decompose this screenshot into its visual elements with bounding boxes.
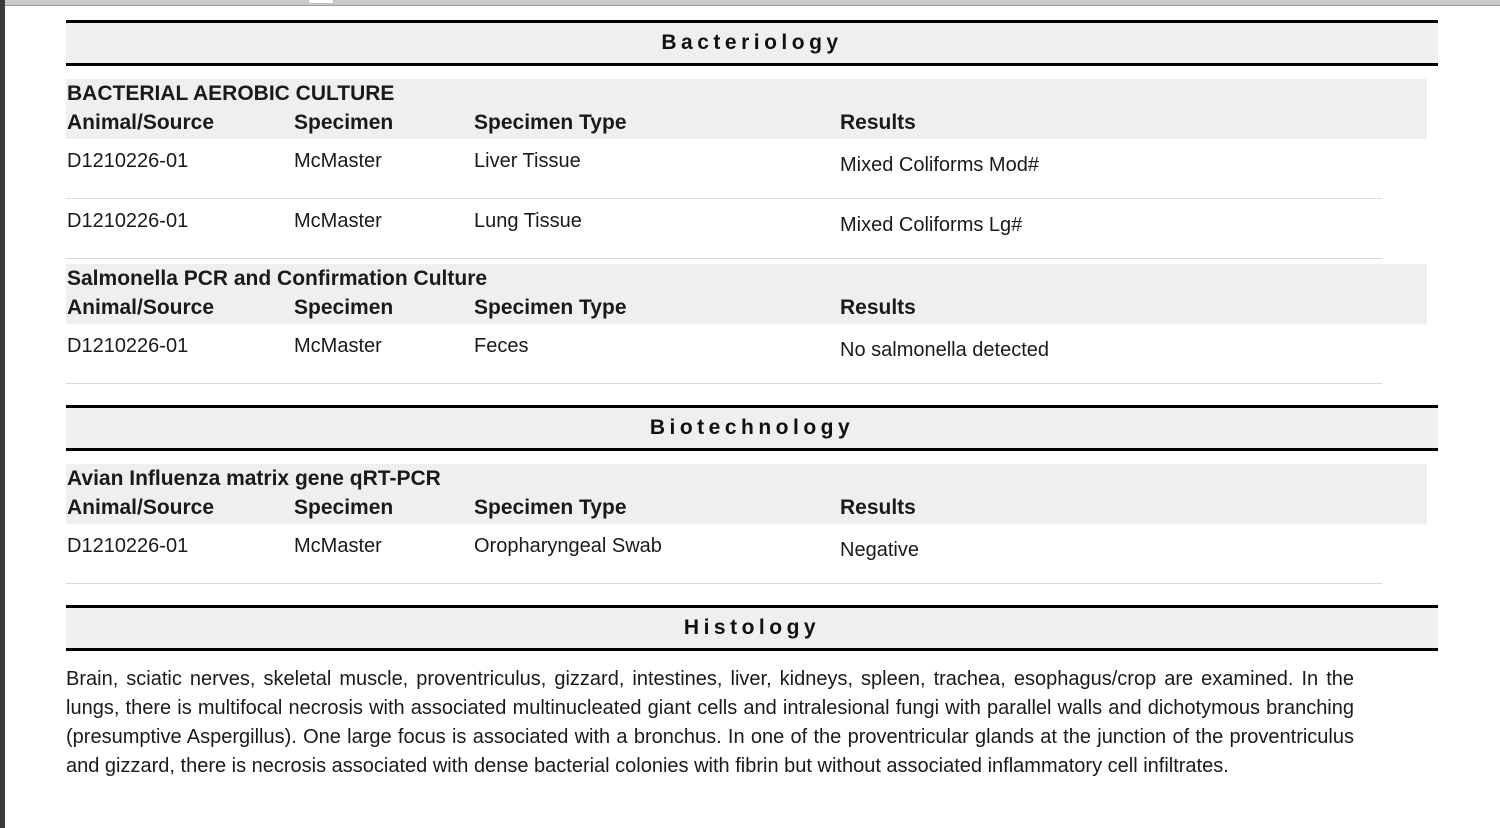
column-header-results: Results — [840, 111, 916, 134]
cell-specimen: McMaster — [294, 335, 382, 357]
cell-specimen-type: Oropharyngeal Swab — [474, 535, 662, 557]
test-block-avian-influenza — [66, 464, 1438, 584]
table-row — [66, 324, 1382, 384]
section-header-biotechnology: Biotechnology — [66, 405, 1438, 451]
cell-animal-source: D1210226-01 — [67, 335, 189, 357]
cell-result: Mixed Coliforms Lg# — [840, 214, 1023, 236]
viewer-top-edge — [0, 0, 1500, 6]
cell-specimen: McMaster — [294, 150, 382, 172]
table-row — [66, 524, 1382, 584]
table-row — [66, 199, 1382, 259]
cell-animal-source: D1210226-01 — [67, 150, 189, 172]
column-header-specimen: Specimen — [294, 496, 394, 519]
cell-result: No salmonella detected — [840, 339, 1050, 361]
test-block-aerobic-culture — [66, 79, 1438, 259]
cell-result: Mixed Coliforms Mod# — [840, 154, 1039, 176]
cell-animal-source: D1210226-01 — [67, 210, 189, 232]
cell-animal-source: D1210226-01 — [67, 535, 189, 557]
report-page — [66, 20, 1438, 781]
column-header-results: Results — [840, 496, 916, 519]
section-header-histology: Histology — [66, 605, 1438, 651]
test-header — [66, 264, 1427, 324]
column-header-specimen-type: Specimen Type — [474, 296, 627, 319]
test-header — [66, 464, 1427, 524]
cell-result: Negative — [840, 539, 919, 561]
test-title: BACTERIAL AEROBIC CULTURE — [67, 82, 395, 105]
column-header-specimen: Specimen — [294, 111, 394, 134]
test-block-salmonella — [66, 264, 1438, 384]
column-header-animal-source: Animal/Source — [67, 111, 215, 134]
cell-specimen: McMaster — [294, 210, 382, 232]
viewer-top-tab — [308, 0, 334, 4]
test-title: Avian Influenza matrix gene qRT-PCR — [67, 467, 441, 490]
test-header — [66, 79, 1427, 139]
cell-specimen-type: Feces — [474, 335, 529, 357]
cell-specimen-type: Liver Tissue — [474, 150, 581, 172]
test-title: Salmonella PCR and Confirmation Culture — [67, 267, 488, 290]
histology-narrative: Brain, sciatic nerves, skeletal muscle, proventriculus, gizzard, intestines, liver, kidneys, spleen, trachea, esophagus/crop are examined. In the lungs, there is multifocal necrosis with associated multinucleated giant cells and intralesional fungi with parallel walls and dichotymous branching (presumptive Aspergillus). One large focus is associated with a bronchus. In one of the proventricular glands at the junction of the proventriculus and gizzard, there is necrosis associated with dense bacterial colonies with fibrin but without associated inflammatory cell infiltrates. — [66, 668, 1354, 777]
column-header-specimen-type: Specimen Type — [474, 496, 627, 519]
column-header-specimen: Specimen — [294, 296, 394, 319]
cell-specimen-type: Lung Tissue — [474, 210, 582, 232]
table-row — [66, 139, 1382, 199]
column-header-animal-source: Animal/Source — [67, 296, 215, 319]
cell-specimen: McMaster — [294, 535, 382, 557]
section-header-bacteriology: Bacteriology — [66, 20, 1438, 66]
column-header-specimen-type: Specimen Type — [474, 111, 627, 134]
column-header-results: Results — [840, 296, 916, 319]
column-header-animal-source: Animal/Source — [67, 496, 215, 519]
viewer-left-edge — [0, 0, 5, 828]
